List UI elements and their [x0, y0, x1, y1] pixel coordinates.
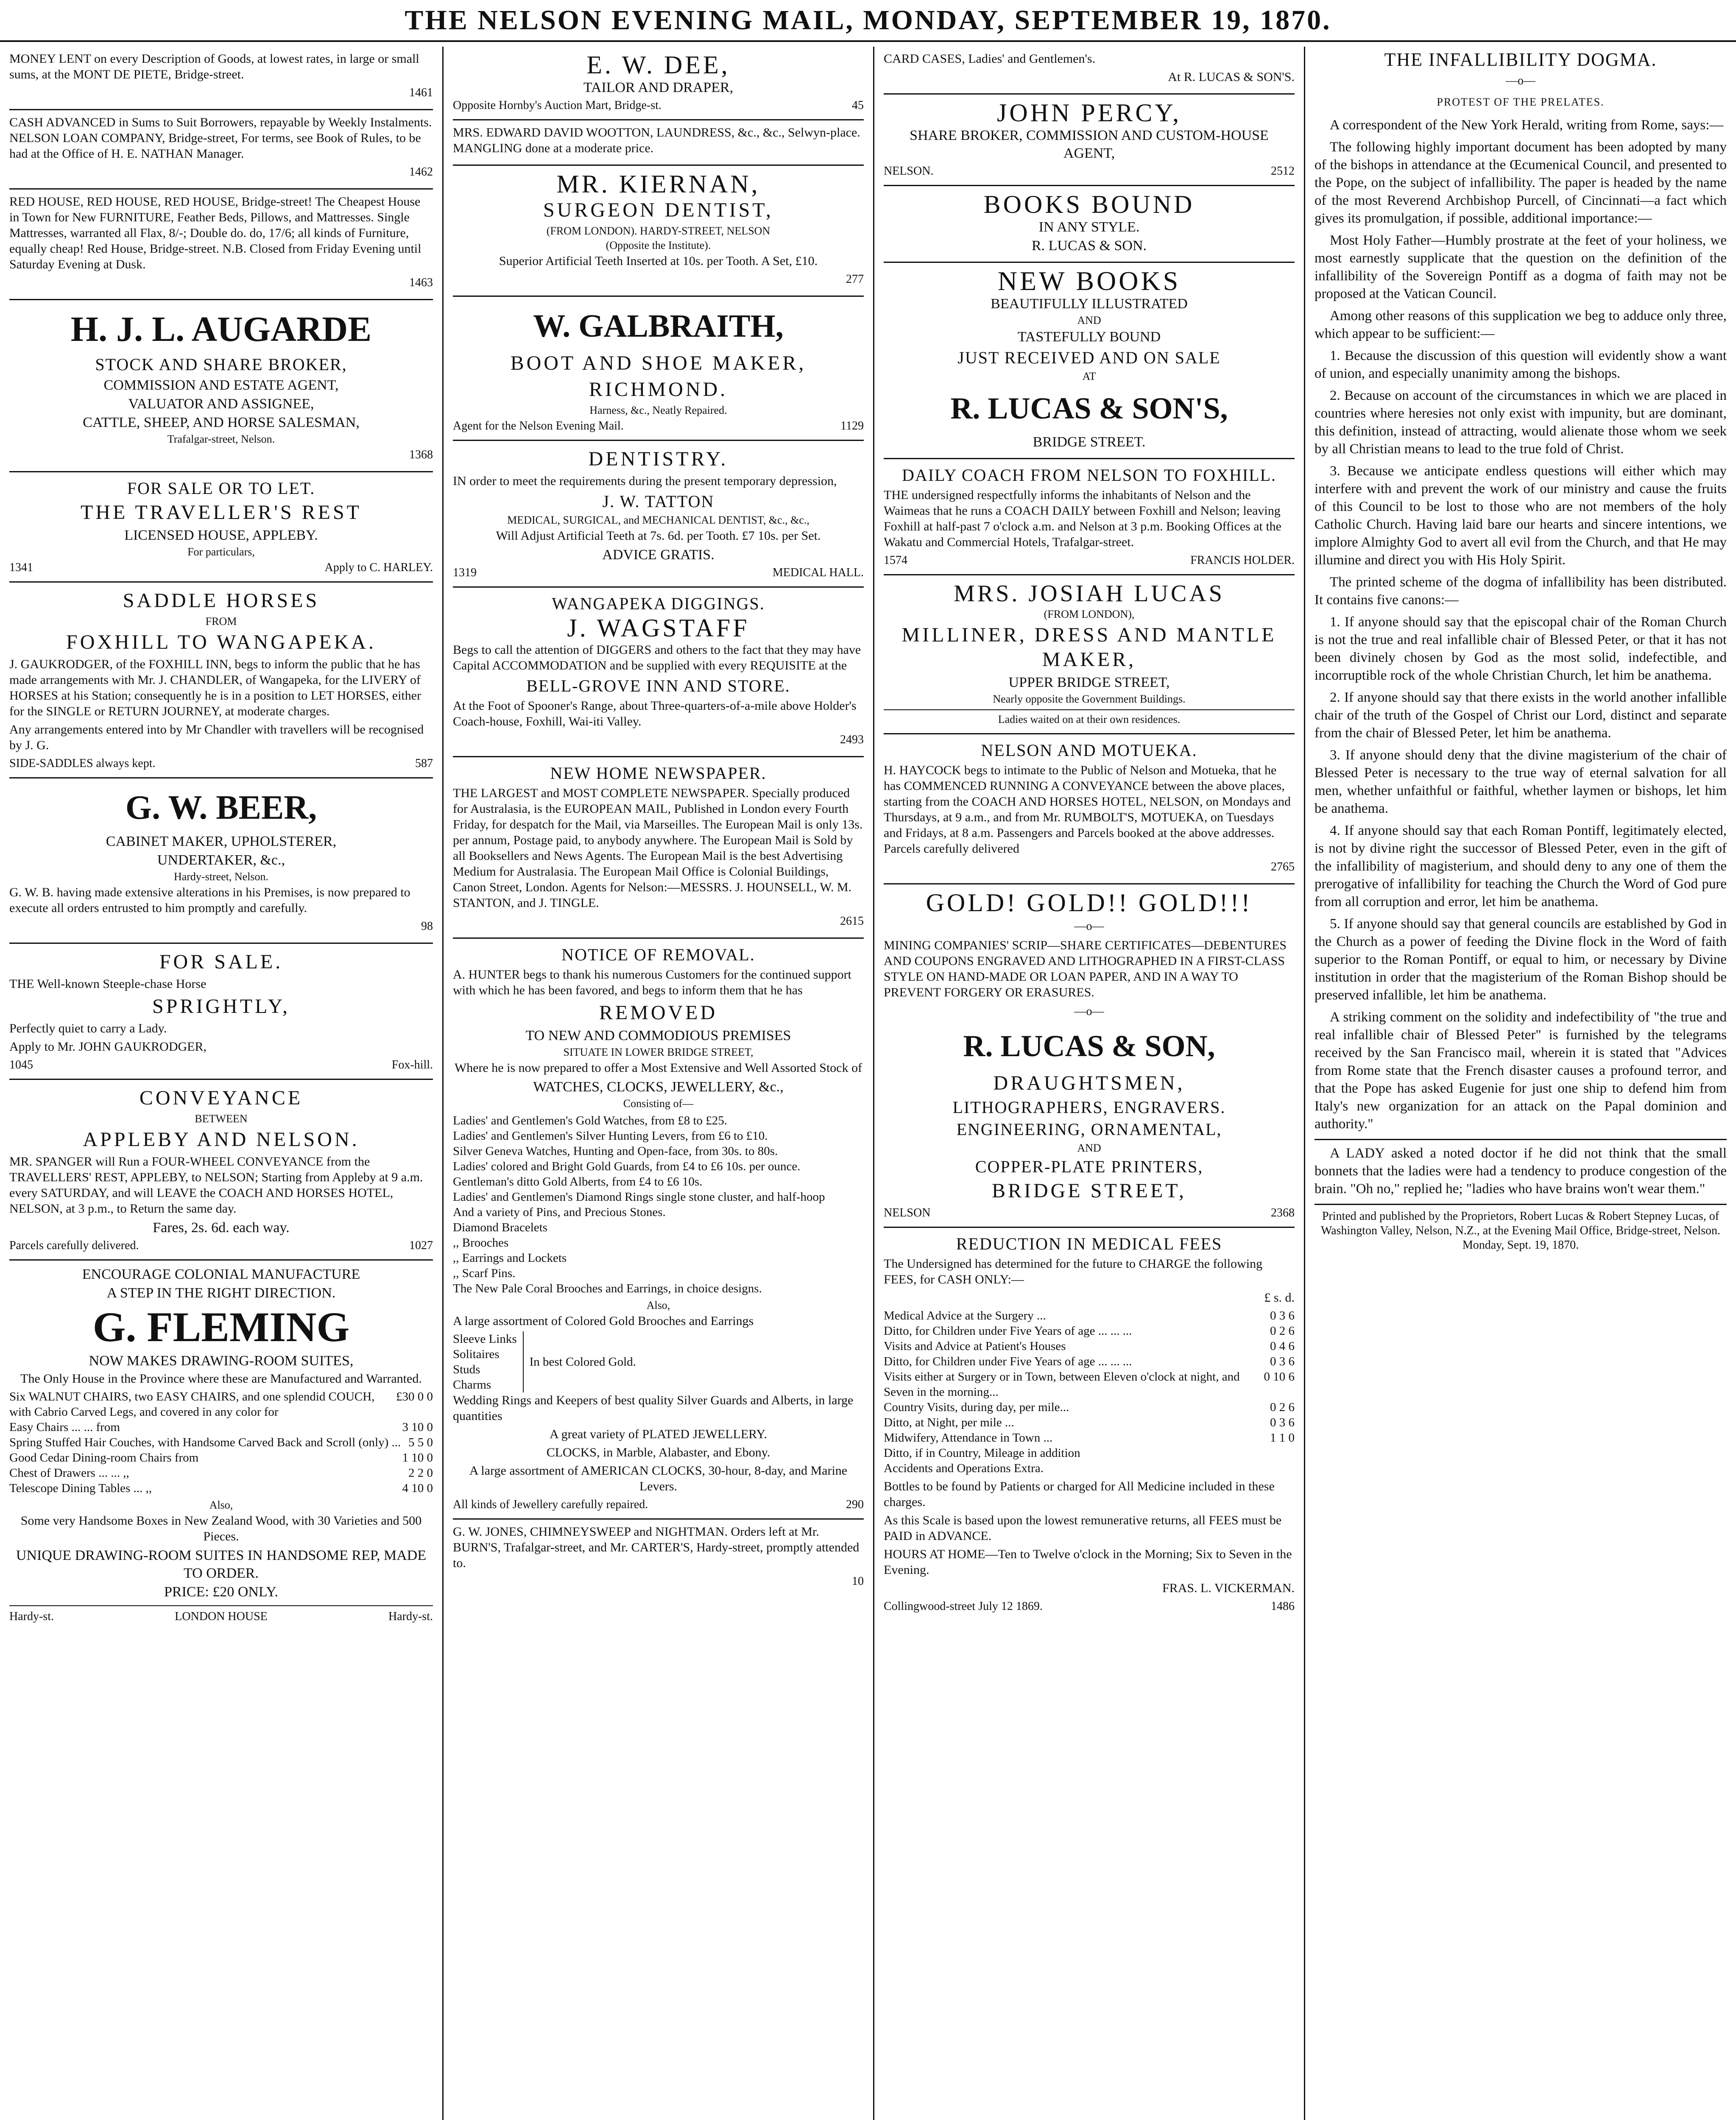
ad-number: 277 — [846, 273, 864, 286]
ad-text: The Undersigned has determined for the future to CHARGE the following FEES, for CASH ONLY:— — [884, 1257, 1263, 1286]
ad-line: SIDE-SADDLES always kept. — [9, 757, 156, 770]
ad-line: WATCHES, CLOCKS, JEWELLERY, &c., — [533, 1079, 784, 1095]
ad-text: MRS. EDWARD DAVID WOOTTON, LAUNDRESS, &c., &c., Selwyn-place. MANGLING done at a moderate price. — [453, 126, 860, 155]
ad-title: FOR SALE OR TO LET. — [127, 479, 315, 498]
ad-new-home-newspaper — [453, 757, 864, 939]
ad-conveyance — [9, 1080, 433, 1261]
ad-name: J. W. TATTON — [602, 492, 714, 511]
price-row — [884, 1339, 1295, 1354]
ad-name: THE TRAVELLER'S REST — [81, 501, 362, 524]
ad-title: GOLD! GOLD!! GOLD!!! — [926, 889, 1253, 917]
ad-title: CONVEYANCE — [139, 1087, 303, 1109]
ad-title: BOOKS BOUND — [983, 190, 1195, 218]
ad-text: THE undersigned respectfully informs the inhabitants of Nelson and the Waimeas that he runs a COACH DAILY between Foxhill and Nelson; leaving Foxhill at half-past 7 o'clock a.m. and Nelson at 3 p.m. Booking Offices at the Wakatu and Commercial Hotels, Trafalgar-street. — [884, 488, 1281, 549]
ad-name: R. LUCAS & SON'S, — [950, 391, 1228, 425]
row-label: Easy Chairs ... ... from — [9, 1420, 120, 1434]
row-price: 2 2 0 — [408, 1466, 433, 1480]
ad-line: BRIDGE STREET, — [991, 1180, 1187, 1202]
ad-for-sale-horse — [9, 944, 433, 1080]
ad-line: ENCOURAGE COLONIAL MANUFACTURE — [82, 1266, 360, 1282]
ad-number: 587 — [415, 757, 433, 770]
ad-text: Will Adjust Artificial Teeth at 7s. 6d. per Tooth. £7 10s. per Set. — [496, 529, 821, 543]
ad-new-books — [884, 263, 1295, 459]
ad-line: NELSON. — [884, 165, 934, 178]
ad-line: MEDICAL, SURGICAL, and MECHANICAL DENTIST, &c., &c., — [507, 514, 809, 526]
ad-line: IN ANY STYLE. — [1038, 219, 1140, 235]
stock-item: Diamond Bracelets — [453, 1221, 548, 1234]
row-label: Spring Stuffed Hair Couches, with Handsome Carved Back and Scroll (only) ... — [9, 1436, 401, 1449]
ad-number: 1368 — [409, 448, 433, 461]
ad-title: W. GALBRAITH, — [533, 308, 784, 344]
ad-text: Superior Artificial Teeth Inserted at 10s. per Tooth. A Set, £10. — [499, 254, 818, 268]
ad-line: AT — [1082, 370, 1096, 382]
ad-line: LICENSED HOUSE, APPLEBY. — [124, 527, 318, 543]
column-4-article — [1305, 47, 1736, 2120]
ad-number: 1027 — [409, 1239, 433, 1252]
row-price: £30 0 0 — [396, 1390, 433, 1403]
ad-number: 10 — [852, 1575, 864, 1588]
ad-line: BETWEEN — [195, 1113, 248, 1125]
ad-title: G. FLEMING — [92, 1303, 350, 1350]
ad-line: LITHOGRAPHERS, ENGRAVERS. — [952, 1098, 1226, 1117]
stock-item: Ladies' and Gentlemen's Gold Watches, from £8 to £25. — [453, 1114, 728, 1127]
stock-list — [453, 1113, 864, 1296]
gold-item: Sleeve Links — [453, 1332, 517, 1346]
ad-line: SITUATE IN LOWER BRIDGE STREET, — [563, 1046, 754, 1058]
ad-line: ADVICE GRATIS. — [602, 547, 714, 563]
row-price: 0 3 6 — [1270, 1355, 1295, 1368]
stock-item: The New Pale Coral Brooches and Earrings, in choice designs. — [453, 1282, 762, 1295]
ad-text: Wedding Rings and Keepers of best quality Silver Guards and Alberts, in large quantities — [453, 1393, 854, 1423]
ad-text: Bottles to be found by Patients or charged for All Medicine included in these charges. — [884, 1479, 1275, 1509]
ad-number: 45 — [852, 99, 864, 112]
row-price: 3 10 0 — [402, 1420, 433, 1434]
ad-text: CLOCKS, in Marble, Alabaster, and Ebony. — [546, 1445, 770, 1459]
stock-item: And a variety of Pins, and Precious Stones. — [453, 1205, 666, 1219]
row-label: Ditto, at Night, per mile ... — [884, 1416, 1014, 1429]
gold-item: Studs — [453, 1363, 480, 1376]
row-price: 0 10 6 — [1264, 1370, 1295, 1384]
ad-line: TAILOR AND DRAPER, — [583, 80, 734, 95]
ad-text: G. W. JONES, CHIMNEYSWEEP and NIGHTMAN. Orders left at Mr. BURN'S, Trafalgar-street, and Mr. CARTER'S, Hardy-street, promptly attended to. — [453, 1525, 860, 1570]
price-row — [9, 1481, 433, 1496]
ad-number: 2493 — [840, 733, 864, 746]
ad-percy — [884, 95, 1295, 186]
row-price: 4 10 0 — [402, 1481, 433, 1495]
row-label: Six WALNUT CHAIRS, two EASY CHAIRS, and one splendid COUCH, with Cabrio Carved Legs, and covered in any color for — [9, 1390, 375, 1419]
ad-galbraith — [453, 297, 864, 441]
ad-title: NELSON AND MOTUEKA. — [981, 741, 1197, 760]
divider: —o— — [1506, 74, 1535, 87]
ad-text: Apply to Mr. JOHN GAUKRODGER, — [9, 1040, 207, 1054]
ad-line: Trafalgar-street, Nelson. — [167, 433, 275, 445]
ad-number: 1461 — [409, 86, 433, 99]
ad-title: G. W. BEER, — [125, 789, 317, 826]
ad-text: A great variety of PLATED JEWELLERY. — [550, 1427, 767, 1441]
ad-dentistry — [453, 441, 864, 588]
masthead: THE NELSON EVENING MAIL, MONDAY, SEPTEMBER 19, 1870. — [0, 0, 1736, 42]
ad-text: MONEY LENT on every Description of Goods, at lowest rates, in large or small sums, at the MONT DE PIETE, Bridge-street. — [9, 52, 419, 81]
row-label: Country Visits, during day, per mile... — [884, 1400, 1069, 1414]
ad-title: DAILY COACH FROM NELSON TO FOXHILL. — [901, 466, 1277, 485]
ad-money-lent — [9, 47, 433, 110]
ad-text: MR. SPANGER will Run a FOUR-WHEEL CONVEYANCE from the TRAVELLERS' REST, APPLEBY, to NELSON; Starting from Appleby at 9 a.m. every SATURDAY, and will LEAVE the COACH AND HORSES HOTEL, NELSON, at 3 p.m., to Return the same day. — [9, 1155, 423, 1216]
ad-line: NELSON — [884, 1206, 931, 1219]
ad-line: Fares, 2s. 6d. each way. — [153, 1220, 290, 1236]
ad-line: UNDERTAKER, &c., — [157, 852, 285, 868]
ad-line: FRANCIS HOLDER. — [1190, 554, 1295, 567]
ad-line: COPPER-PLATE PRINTERS, — [975, 1157, 1203, 1176]
row-label: Ditto, for Children under Five Years of age ... ... ... — [884, 1355, 1132, 1368]
row-price: 0 2 6 — [1270, 1400, 1295, 1414]
ad-text: As this Scale is based upon the lowest remunerative returns, all FEES must be PAID in ADVANCE. — [884, 1513, 1282, 1543]
ad-line: (FROM LONDON). HARDY-STREET, NELSON — [546, 225, 770, 237]
ad-line: LONDON HOUSE — [175, 1610, 268, 1623]
ad-jones — [453, 1520, 864, 1598]
row-label: Ditto, if in Country, Mileage in addition — [884, 1446, 1080, 1460]
ad-number: 98 — [421, 920, 433, 933]
article-paragraph: A correspondent of the New York Herald, writing from Rome, says:— — [1330, 117, 1724, 133]
ad-text: The Only House in the Province where these are Manufactured and Warranted. — [20, 1372, 422, 1386]
row-label: Telescope Dining Tables ... ,, — [9, 1481, 152, 1495]
stock-item: Gentleman's ditto Gold Alberts, from £4 to £6 10s. — [453, 1175, 703, 1188]
row-label: Visits and Advice at Patient's Houses — [884, 1339, 1066, 1353]
ad-text: MINING COMPANIES' SCRIP—SHARE CERTIFICATES—DEBENTURES AND COUPONS ENGRAVED AND LITHOGRAPHED IN A FIRST-CLASS STYLE ON HAND-MADE OR LOAN PAPER, AND IN A WAY TO PREVENT FORGERY OR ERASURES. — [884, 938, 1287, 999]
ad-line: TASTEFULLY BOUND — [1017, 329, 1161, 345]
article-paragraph: The following highly important document has been adopted by many of the bishops in attendance at the Œcumenical Council, and presented to the Pope, on the subject of infallibility. The paper is headed by the name of the most Reverend Archbishop Purcell, of Cincinnati—a fact which gives its promulgation, if possible, additional importance:— — [1315, 139, 1727, 226]
ad-text: FRAS. L. VICKERMAN. — [1162, 1581, 1295, 1595]
ad-line: APPLEBY AND NELSON. — [83, 1128, 360, 1151]
ad-line: JUST RECEIVED AND ON SALE — [957, 348, 1221, 367]
ad-number: 1463 — [409, 276, 433, 289]
ad-line: VALUATOR AND ASSIGNEE, — [128, 396, 314, 412]
ad-dee — [453, 47, 864, 120]
ad-line: Hardy-street, Nelson. — [173, 870, 269, 883]
ad-card-cases — [884, 47, 1295, 95]
ad-text: Any arrangements entered into by Mr Chandler with travellers will be recognised by J. G. — [9, 722, 424, 752]
ad-line: Nearly opposite the Government Buildings. — [993, 693, 1186, 705]
ad-number: 1341 — [9, 561, 33, 574]
article-paragraph: Most Holy Father—Humbly prostrate at the feet of your holiness, we most earnestly supplicate that the question on the definition of the infallibility of the Sovereign Pontiff as a dogma of faith may not be proposed at the Vatican Council. — [1315, 233, 1727, 301]
ad-title: WANGAPEKA DIGGINGS. — [552, 594, 765, 613]
stock-item: ,, Scarf Pins. — [453, 1266, 516, 1280]
article-paragraph: 2. Because on account of the circumstances in which we are placed in countries where heresies not only exist with impunity, but are dominant, this definition, instead of attracting, would alienate those whom we seek by all Christian means to lead to the true fold of Christ. — [1315, 388, 1727, 457]
ad-title: MRS. JOSIAH LUCAS — [954, 580, 1225, 607]
ad-line: MEDICAL HALL. — [772, 566, 864, 579]
ad-title: NEW HOME NEWSPAPER. — [550, 764, 767, 783]
row-price: 0 3 6 — [1270, 1416, 1295, 1429]
stock-item: ,, Brooches — [453, 1236, 509, 1250]
ad-line: Hardy-st. — [388, 1610, 433, 1623]
ad-line: COMMISSION AND ESTATE AGENT, — [103, 377, 339, 393]
row-label: Midwifery, Attendance in Town ... — [884, 1431, 1053, 1445]
article-body — [1315, 116, 1727, 1133]
ad-saddle-horses — [9, 583, 433, 778]
gold-item: Charms — [453, 1378, 491, 1392]
ad-line: CATTLE, SHEEP, AND HORSE SALESMAN, — [83, 415, 360, 430]
ad-title: R. LUCAS & SON, — [963, 1029, 1215, 1063]
row-label: Good Cedar Dining-room Chairs from — [9, 1451, 199, 1464]
ad-title: DENTISTRY. — [588, 448, 728, 470]
gold-group — [453, 1331, 864, 1392]
ad-line: R. LUCAS & SON. — [1031, 238, 1147, 254]
price-row — [9, 1420, 433, 1435]
ad-name: SPRIGHTLY, — [152, 995, 290, 1018]
price-row — [884, 1445, 1295, 1461]
ad-text: IN order to meet the requirements during the present temporary depression, — [453, 474, 837, 488]
article-paragraph: 1. If anyone should say that the episcopal chair of the Roman Church is not the true and real infallible chair of Blessed Peter, or that it has not been divinely chosen by God as the most solid, indefectible, and incorruptible rock of the whole Christian Church, let him be anathema. — [1315, 614, 1727, 683]
article-subtitle: PROTEST OF THE PRELATES. — [1437, 96, 1605, 108]
ad-line: FROM — [205, 615, 237, 628]
row-price: 5 5 0 — [408, 1436, 433, 1449]
ad-title: SADDLE HORSES — [123, 589, 320, 612]
ad-number: 1045 — [9, 1058, 33, 1071]
row-price: 0 4 6 — [1270, 1339, 1295, 1353]
ad-number: 290 — [846, 1498, 864, 1511]
ad-line: Consisting of— — [623, 1097, 694, 1110]
ad-line: CABINET MAKER, UPHOLSTERER, — [106, 834, 337, 849]
ad-title: FOR SALE. — [159, 951, 283, 973]
ad-number: 2512 — [1271, 165, 1295, 178]
gold-items — [453, 1331, 524, 1392]
ad-line: A STEP IN THE RIGHT DIRECTION. — [106, 1285, 336, 1301]
stock-item: ,, Earrings and Lockets — [453, 1251, 567, 1265]
row-label: Medical Advice at the Surgery ... — [884, 1309, 1046, 1322]
ad-text: HOURS AT HOME—Ten to Twelve o'clock in the Morning; Six to Seven in the Evening. — [884, 1547, 1292, 1577]
ad-number: 1486 — [1271, 1600, 1295, 1613]
price-row — [884, 1323, 1295, 1339]
imprint-date: Monday, Sept. 19, 1870. — [1462, 1239, 1579, 1252]
ad-text: Where he is now prepared to offer a Most Extensive and Well Assorted Stock of — [454, 1061, 862, 1075]
ad-gold — [884, 884, 1295, 1228]
stock-item: Ladies' colored and Bright Gold Guards, from £4 to £6 10s. per ounce. — [453, 1160, 801, 1173]
row-label: Ditto, for Children under Five Years of age ... ... ... — [884, 1324, 1132, 1338]
ad-line: PRICE: £20 ONLY. — [164, 1584, 278, 1600]
ad-cash-advanced — [9, 110, 433, 190]
ad-title: E. W. DEE, — [586, 51, 730, 79]
ad-line: BELL-GROVE INN AND STORE. — [526, 676, 790, 695]
ad-nelson-motueka — [884, 734, 1295, 884]
price-list — [9, 1389, 433, 1496]
ad-wangapeka — [453, 588, 864, 757]
price-row — [9, 1435, 433, 1450]
ad-number: 1574 — [884, 554, 907, 567]
ad-line: Fox-hill. — [391, 1058, 433, 1071]
article-paragraph: 5. If anyone should say that general councils are established by God in the Church as a power of feeding the Divine flock in the Word of faith superior to the Roman Pontiff, or equal to him, or necessary by Divine institution in order that the magisterium of the Roman Bishop should be preserved infallible, let him be anathema. — [1315, 916, 1727, 1003]
ad-line: BRIDGE STREET. — [1033, 434, 1146, 450]
row-price: 1 1 0 — [1270, 1431, 1295, 1445]
ad-text: £ s. d. — [1264, 1291, 1295, 1305]
ad-josiah-lucas — [884, 575, 1295, 734]
article-paragraph: The printed scheme of the dogma of infallibility has been distributed. It contains five canons:— — [1315, 575, 1727, 608]
ad-line: Parcels carefully delivered. — [9, 1239, 139, 1252]
article-paragraph: 3. Because we anticipate endless questions will either which may interfere with and prevent the work of our ministry and cause the fruits of this Council to be lost to those who are not members of the holy Catholic Church. Having laid bare our hearts and sincere intentions, we implore Almighty God to avert all evil from the Church, and that He may illumine and direct you with His Holy Spirit. — [1315, 463, 1727, 568]
stock-item: Ladies' and Gentlemen's Diamond Rings single stone cluster, and half-hoop — [453, 1190, 825, 1204]
row-price: 1 10 0 — [402, 1451, 433, 1464]
ad-title: H. J. L. AUGARDE — [70, 310, 372, 349]
ad-kiernan — [453, 166, 864, 297]
ad-line: Hardy-st. — [9, 1610, 54, 1623]
ad-text: Perfectly quiet to carry a Lady. — [9, 1021, 167, 1035]
ad-line: UNIQUE DRAWING-ROOM SUITES IN HANDSOME REP, MADE TO ORDER. — [16, 1548, 427, 1581]
ad-line: SURGEON DENTIST, — [543, 199, 774, 221]
ad-number: 1462 — [409, 165, 433, 179]
ad-title: JOHN PERCY, — [997, 99, 1181, 127]
ad-number: 1319 — [453, 566, 477, 579]
ad-line: MILLINER, DRESS AND MANTLE MAKER, — [901, 624, 1277, 671]
ad-text: G. W. B. having made extensive alterations in his Premises, is now prepared to execute all orders entrusted to him promptly and carefully. — [9, 885, 410, 915]
ad-fleming — [9, 1261, 433, 1630]
ad-line: Also, — [646, 1299, 670, 1311]
article-paragraph: Among other reasons of this supplication we beg to adduce only three, which appear to be sufficient:— — [1315, 308, 1727, 341]
ad-text: At R. LUCAS & SON'S. — [1168, 70, 1295, 84]
ad-line: ENGINEERING, ORNAMENTAL, — [956, 1120, 1222, 1139]
ad-line: Harness, &c., Neatly Repaired. — [589, 404, 727, 416]
row-label: Accidents and Operations Extra. — [884, 1462, 1044, 1475]
lady-anecdote — [1315, 1139, 1727, 1198]
ad-line: AND — [1077, 314, 1101, 326]
ad-number: 2615 — [840, 915, 864, 928]
price-row — [884, 1369, 1295, 1400]
price-row — [884, 1308, 1295, 1323]
ad-wootton — [453, 120, 864, 166]
ad-number: 2368 — [1271, 1206, 1295, 1219]
ad-line: STOCK AND SHARE BROKER, — [95, 355, 347, 374]
ad-number: 1129 — [840, 419, 864, 432]
ad-notice-of-removal — [453, 939, 864, 1520]
ad-title: NOTICE OF REMOVAL. — [561, 945, 755, 964]
ad-daily-coach — [884, 459, 1295, 575]
ad-beer — [9, 778, 433, 944]
ad-text: CASH ADVANCED in Sums to Suit Borrowers, repayable by Weekly Instalments. NELSON LOAN COMPANY, Bridge-street, For terms, see Book of Rules, to be had at the Office of H. E. NATHAN Manager. — [9, 115, 432, 161]
ad-text: J. GAUKRODGER, of the FOXHILL INN, begs to inform the public that he has made arrangements with Mr. J. CHANDLER, of Wangapeka, for the LIVERY of HORSES at his Station; consequently he is in a position to LET HORSES, either for the SINGLE or RETURN JOURNEY, at moderate charges. — [9, 657, 421, 718]
ad-title: REDUCTION IN MEDICAL FEES — [956, 1234, 1222, 1253]
imprint — [1315, 1204, 1727, 1252]
ad-text: CARD CASES, Ladies' and Gentlemen's. — [884, 52, 1096, 66]
anecdote-text: A LADY asked a noted doctor if he did not think that the small bonnets that the ladies were had a tendency to produce congestion of the brain. "Oh no," replied he; "ladies who have brains won't wear them." — [1315, 1146, 1727, 1197]
row-label: Visits either at Surgery or in Town, between Eleven o'clock at night, and Seven in the morning... — [884, 1370, 1240, 1399]
ad-line: AND — [1077, 1142, 1101, 1154]
ad-text: RED HOUSE, RED HOUSE, RED HOUSE, Bridge-street! The Cheapest House in Town for New FURNITURE, Feather Beds, Pillows, and Mattresses. Single Mattresses, warranted all Flax, 8/-; Double do. do, 17/6; all kinds of Furniture, equally cheap! Red House, Bridge-street. N.B. Closed from Friday Evening until Saturday Evening at Dusk. — [9, 195, 421, 271]
ad-text: Some very Handsome Boxes in New Zealand Wood, with 30 Varieties and 500 Pieces. — [20, 1514, 422, 1543]
ad-line: UPPER BRIDGE STREET, — [1008, 675, 1170, 690]
gold-note: In best Colored Gold. — [529, 1355, 636, 1369]
ad-line: RICHMOND. — [589, 378, 728, 401]
ad-line: REMOVED — [599, 1001, 718, 1024]
article-paragraph: 3. If anyone should deny that the divine magisterium of the chair of Blessed Peter is necessary to the true way of eternal salvation for all men, whether unfaithful or faithful, whether laymen or bishops, let him be anathema. — [1315, 748, 1727, 816]
imprint-text: Printed and published by the Proprietors, Robert Lucas & Robert Stepney Lucas, of Washington Valley, Nelson, N.Z., at the Evening Mail Office, Bridge-street, Nelson. — [1320, 1210, 1721, 1237]
ad-line: DRAUGHTSMEN, — [993, 1072, 1185, 1094]
ad-line: Also, — [209, 1499, 233, 1511]
column-1 — [0, 47, 444, 2120]
ad-line: TO NEW AND COMMODIOUS PREMISES — [525, 1028, 791, 1043]
ad-text: At the Foot of Spooner's Range, about Three-quarters-of-a-mile above Holder's Coach-house, Foxhill, Wai-iti Valley. — [453, 699, 857, 728]
stock-item: Ladies' and Gentlemen's Silver Hunting Levers, from £6 to £10. — [453, 1129, 768, 1143]
ad-line: BEAUTIFULLY ILLUSTRATED — [991, 296, 1188, 312]
row-price: 0 2 6 — [1270, 1324, 1295, 1338]
ad-line: NOW MAKES DRAWING-ROOM SUITES, — [89, 1353, 354, 1369]
ad-line: FOXHILL TO WANGAPEKA. — [66, 631, 376, 653]
ad-number: 2765 — [1271, 860, 1295, 873]
ad-text: H. HAYCOCK begs to intimate to the Public of Nelson and Motueka, that he has COMMENCED RUNNING A CONVEYANCE between the above places, starting from the COACH AND HORSES HOTEL, NELSON, on Mondays and Thursdays, at 9 a.m., and from Mr. RUMBOLT'S, MOTUEKA, on Tuesdays and Fridays, at 8 a.m. Passengers and Parcels booked at the above addresses. Parcels carefully delivered — [884, 763, 1291, 856]
stock-item: Silver Geneva Watches, Hunting and Open-face, from 30s. to 80s. — [453, 1144, 778, 1158]
article-paragraph: 2. If anyone should say that there exists in the world another infallible chair of the truth of the Gospel of Christ our Lord, distinct and separate from the chair of Blessed Peter, let him be anathema. — [1315, 690, 1727, 741]
ad-line: For particulars, — [187, 546, 255, 558]
row-label: Chest of Drawers ... ... ,, — [9, 1466, 129, 1480]
ad-text: A large assortment of AMERICAN CLOCKS, 30-hour, 8-day, and Marine Levers. — [469, 1464, 848, 1493]
ad-books-bound — [884, 186, 1295, 263]
ad-line: (FROM LONDON), — [1044, 608, 1135, 620]
ad-line: All kinds of Jewellery carefully repaired. — [453, 1498, 648, 1511]
ad-name: J. WAGSTAFF — [567, 614, 750, 642]
ad-text: THE LARGEST and MOST COMPLETE NEWSPAPER. Specially produced for Australasia, is the EUROPEAN MAIL, Published in London every Fourth Friday, for despatch for the Mail, via Marseilles. The European Mail is only 13s. per annum, Postage paid, to anybody anywhere. The European Mail is Sold by all Booksellers and News Agents. The European Mail is the best Advertising Medium for Australasia. The European Mail Office is Colonial Buildings, Canon Street, London. Agents for Nelson:—MESSRS. J. HOUNSELL, W. M. STANTON, and J. TINGLE. — [453, 786, 863, 910]
price-row — [884, 1400, 1295, 1415]
ad-text: A. HUNTER begs to thank his numerous Customers for the continued support with which he has been favored, and begs to inform them that he has — [453, 968, 851, 997]
article-paragraph: A striking comment on the solidity and indefectibility of "the true and real infallible chair of Blessed Peter" is furnished by the telegrams received by the San Francisco mail, wherein it is stated that "Advices from Rome state that the French disaster causes a profound terror, and that the Pope has asked Eugenie for just one ship to defend him from Italy's new organization for an attack on the Papal dominion and authority." — [1315, 1010, 1727, 1132]
price-row — [9, 1389, 433, 1420]
ad-text: THE Well-known Steeple-chase Horse — [9, 977, 207, 991]
article-paragraph: 4. If anyone should say that each Roman Pontiff, legitimately elected, is not by divine right the successor of Blessed Peter, even in the gift of the infallibility of magisterium, and should deny to any one of them the prerogative of infallibility for teaching the Church the Word of God pure from all corruption and error, let him be anathema. — [1315, 823, 1727, 909]
price-row — [9, 1465, 433, 1481]
ad-line: Collingwood-street July 12 1869. — [884, 1600, 1043, 1613]
price-row — [884, 1430, 1295, 1445]
price-row — [9, 1450, 433, 1465]
column-2 — [444, 47, 874, 2120]
ad-red-house — [9, 190, 433, 300]
ad-line: (Opposite the Institute). — [606, 239, 711, 251]
ad-line: SHARE BROKER, COMMISSION AND CUSTOM-HOUSE AGENT, — [910, 128, 1269, 161]
ad-text: Begs to call the attention of DIGGERS and others to the fact that they may have Capital ACCOMMODATION and be supplied with every REQUISITE at the — [453, 643, 861, 672]
ad-text: A large assortment of Colored Gold Brooches and Earrings — [453, 1314, 754, 1328]
ad-title: NEW BOOKS — [997, 266, 1181, 296]
price-row — [884, 1415, 1295, 1430]
ad-augarde — [9, 300, 433, 472]
ad-line: Opposite Hornby's Auction Mart, Bridge-st. — [453, 99, 661, 112]
ad-line: Ladies waited on at their own residences. — [884, 709, 1295, 726]
ad-line: Apply to C. HARLEY. — [324, 561, 433, 574]
price-row — [884, 1461, 1295, 1476]
gold-item: Solitaires — [453, 1347, 500, 1361]
row-price: 0 3 6 — [1270, 1309, 1295, 1322]
column-3 — [874, 47, 1305, 2120]
ad-medical-fees — [884, 1228, 1295, 1620]
divider: —o— — [1074, 920, 1104, 933]
ad-title: MR. KIERNAN, — [556, 170, 760, 198]
divider: —o— — [1074, 1005, 1104, 1018]
article-title: THE INFALLIBILITY DOGMA. — [1384, 49, 1657, 70]
ad-line: Agent for the Nelson Evening Mail. — [453, 419, 624, 432]
ad-line: BOOT AND SHOE MAKER, — [510, 352, 807, 374]
price-row — [884, 1354, 1295, 1369]
fees-list — [884, 1308, 1295, 1476]
article-paragraph: 1. Because the discussion of this question will evidently show a want of union, and especially unanimity among the bishops. — [1315, 348, 1727, 381]
ad-for-sale-or-let — [9, 472, 433, 583]
